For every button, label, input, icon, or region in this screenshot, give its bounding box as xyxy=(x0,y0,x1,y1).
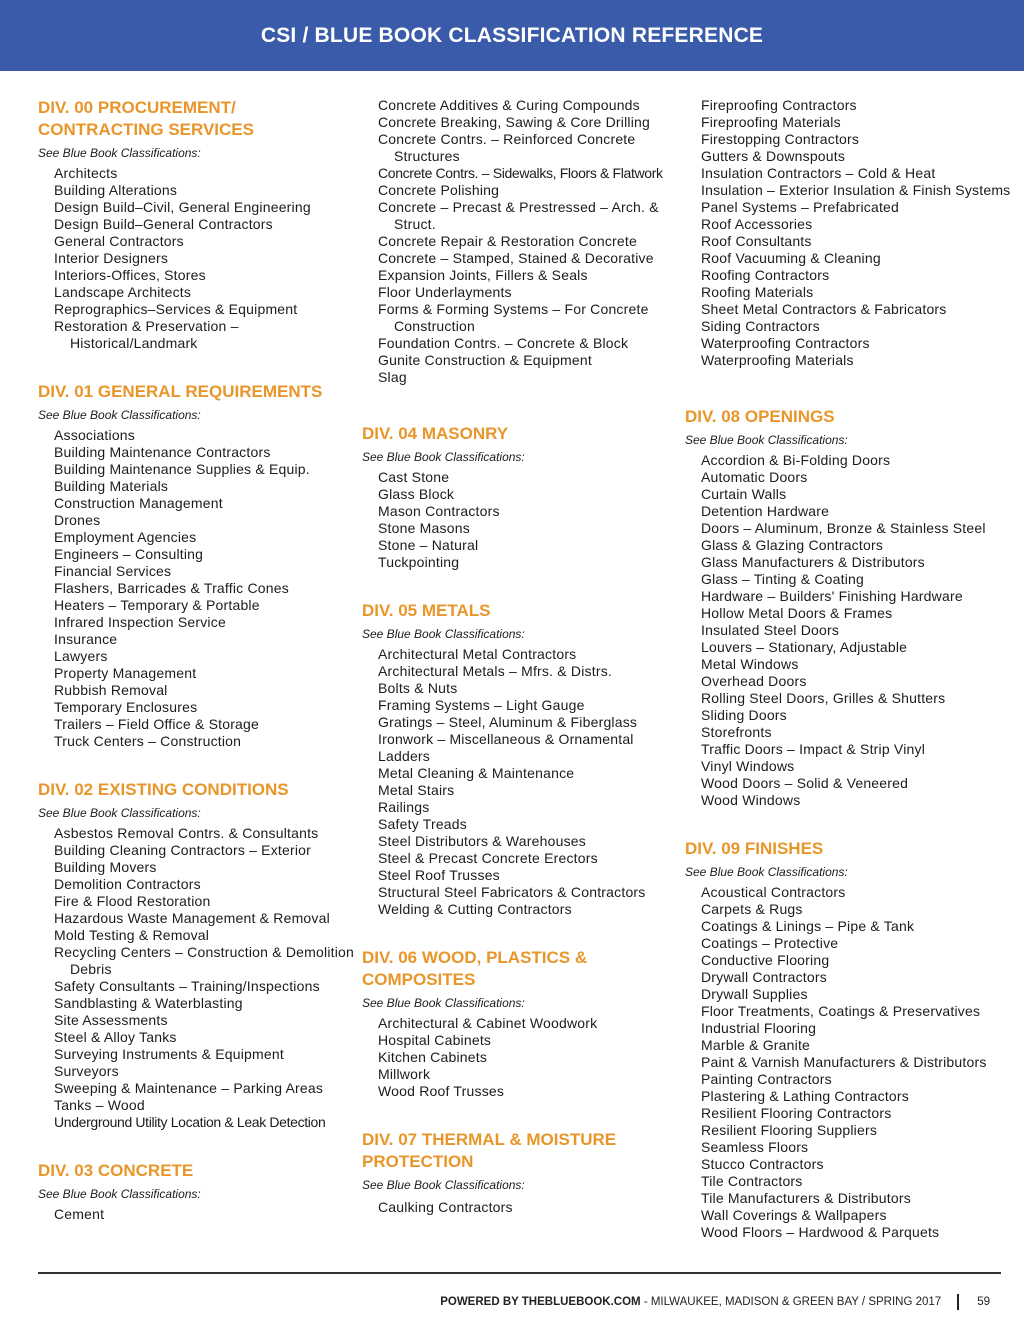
division-07 xyxy=(362,1129,662,1216)
classification-item: Lawyers xyxy=(54,648,108,664)
classification-item: Waterproofing Contractors xyxy=(701,335,870,351)
classification-item: Temporary Enclosures xyxy=(54,699,198,715)
classification-item: Heaters – Temporary & Portable xyxy=(54,597,260,613)
classification-item: Concrete Additives & Curing Compounds xyxy=(378,97,640,113)
classification-item: Roofing Contractors xyxy=(701,267,830,283)
division-title-line: DIV. 00 PROCUREMENT/ xyxy=(38,98,236,117)
classification-list xyxy=(38,427,338,750)
classification-item: Asbestos Removal Contrs. & Consultants xyxy=(54,825,319,841)
classification-item: Employment Agencies xyxy=(54,529,197,545)
classification-list xyxy=(685,97,1011,369)
classification-item: Detention Hardware xyxy=(701,503,830,519)
footer-edition: - MILWAUKEE, MADISON & GREEN BAY / SPRING 2017 xyxy=(640,1296,942,1308)
division-title: DIV. 05 METALS xyxy=(362,601,491,620)
classification-item: Fireproofing Materials xyxy=(701,114,841,130)
classification-item: Stone Masons xyxy=(378,520,470,536)
division-title-line: CONTRACTING SERVICES xyxy=(38,120,254,139)
classification-item: Gunite Construction & Equipment xyxy=(378,352,592,368)
division-title: DIV. 04 MASONRY xyxy=(362,424,509,443)
division-title: DIV. 02 EXISTING CONDITIONS xyxy=(38,780,289,799)
classification-item: Rubbish Removal xyxy=(54,682,168,698)
column-3 xyxy=(685,97,1011,1270)
classification-item: Glass & Glazing Contractors xyxy=(701,537,884,553)
classification-item: Expansion Joints, Fillers & Seals xyxy=(378,267,588,283)
classification-item: Tile Contractors xyxy=(701,1173,803,1189)
division-title: DIV. 08 OPENINGS xyxy=(685,407,835,426)
classification-item: Architects xyxy=(54,165,118,181)
classification-item: Sweeping & Maintenance – Parking Areas xyxy=(54,1080,324,1096)
classification-item: Hollow Metal Doors & Frames xyxy=(701,605,893,621)
classification-item: Carpets & Rugs xyxy=(701,901,803,917)
classification-item: Doors – Aluminum, Bronze & Stainless Steel xyxy=(701,520,986,536)
classification-item: Resilient Flooring Contractors xyxy=(701,1105,892,1121)
classification-item: Caulking Contractors xyxy=(378,1199,513,1215)
classification-item: Ironwork – Miscellaneous & Ornamental xyxy=(378,731,634,747)
classification-item: Concrete Breaking, Sawing & Core Drilling xyxy=(378,114,650,130)
division-00 xyxy=(38,97,338,352)
footer-separator xyxy=(957,1294,959,1310)
classification-item: Floor Treatments, Coatings & Preservatives xyxy=(701,1003,981,1019)
classification-item: Coatings & Linings – Pipe & Tank xyxy=(701,918,915,934)
division-08 xyxy=(685,406,1005,809)
classification-item: Acoustical Contractors xyxy=(701,884,846,900)
classification-item: Ladders xyxy=(378,748,430,764)
classification-item: Hazardous Waste Management & Removal xyxy=(54,910,330,926)
classification-item: Building Materials xyxy=(54,478,169,494)
classification-item: Concrete Polishing xyxy=(378,182,500,198)
classification-list xyxy=(38,1206,338,1223)
classification-item: Storefronts xyxy=(701,724,772,740)
division-title-line: PROTECTION xyxy=(362,1152,474,1171)
classification-item: Firestopping Contractors xyxy=(701,131,860,147)
classification-item: Resilient Flooring Suppliers xyxy=(701,1122,878,1138)
classification-item: Waterproofing Materials xyxy=(701,352,854,368)
classification-item: Slag xyxy=(378,369,407,385)
classification-item: Seamless Floors xyxy=(701,1139,809,1155)
see-classifications-label: See Blue Book Classifications: xyxy=(362,450,525,464)
classification-item: Wood Floors – Hardwood & Parquets xyxy=(701,1224,940,1240)
classification-item: Glass Block xyxy=(378,486,455,502)
classification-item: Curtain Walls xyxy=(701,486,787,502)
classification-item: Mason Contractors xyxy=(378,503,500,519)
classification-item: Louvers – Stationary, Adjustable xyxy=(701,639,908,655)
classification-item: Fire & Flood Restoration xyxy=(54,893,211,909)
classification-item: Metal Stairs xyxy=(378,782,455,798)
classification-item: Safety Consultants – Training/Inspections xyxy=(54,978,320,994)
classification-item: Truck Centers – Construction xyxy=(54,733,242,749)
classification-item: Tuckpointing xyxy=(378,554,460,570)
classification-list xyxy=(38,165,338,352)
division-05 xyxy=(362,600,662,918)
division-title-line: DIV. 06 WOOD, PLASTICS & xyxy=(362,948,588,967)
classification-list xyxy=(685,452,1005,809)
classification-list xyxy=(362,1015,662,1100)
classification-item: Building Maintenance Supplies & Equip. xyxy=(54,461,310,477)
page-footer xyxy=(440,1294,990,1310)
classification-item: Hardware – Builders' Finishing Hardware xyxy=(701,588,963,604)
classification-item: Industrial Flooring xyxy=(701,1020,817,1036)
classification-item: Insulation Contractors – Cold & Heat xyxy=(701,165,936,181)
division-title: DIV. 09 FINISHES xyxy=(685,839,824,858)
classification-item: Architectural & Cabinet Woodwork xyxy=(378,1015,598,1031)
classification-item: Property Management xyxy=(54,665,197,681)
classification-item: Interior Designers xyxy=(54,250,169,266)
see-classifications-label: See Blue Book Classifications: xyxy=(362,996,525,1010)
classification-item: Floor Underlayments xyxy=(378,284,512,300)
classification-item: Engineers – Consulting xyxy=(54,546,204,562)
classification-item: Marble & Granite xyxy=(701,1037,811,1053)
classification-item: Steel & Alloy Tanks xyxy=(54,1029,177,1045)
classification-item: Concrete Contrs. – Reinforced Concrete Structures xyxy=(378,131,636,164)
classification-item: Kitchen Cabinets xyxy=(378,1049,488,1065)
division-title xyxy=(362,1129,662,1173)
classification-item: Associations xyxy=(54,427,135,443)
classification-item: Drones xyxy=(54,512,101,528)
classification-item: Railings xyxy=(378,799,430,815)
classification-item: Gratings – Steel, Aluminum & Fiberglass xyxy=(378,714,638,730)
classification-item: Forms & Forming Systems – For Concrete Construction xyxy=(378,301,649,334)
classification-item: General Contractors xyxy=(54,233,184,249)
footer-credit xyxy=(440,1296,941,1308)
see-classifications-label: See Blue Book Classifications: xyxy=(685,433,848,447)
classification-item: Infrared Inspection Service xyxy=(54,614,226,630)
classification-item: Wood Roof Trusses xyxy=(378,1083,505,1099)
classification-item: Wall Coverings & Wallpapers xyxy=(701,1207,887,1223)
classification-list xyxy=(362,646,662,918)
classification-item: Site Assessments xyxy=(54,1012,168,1028)
classification-item: Interiors-Offices, Stores xyxy=(54,267,206,283)
classification-item: Roof Accessories xyxy=(701,216,813,232)
classification-item: Design Build–Civil, General Engineering xyxy=(54,199,311,215)
classification-item: Coatings – Protective xyxy=(701,935,839,951)
classification-item: Foundation Contrs. – Concrete & Block xyxy=(378,335,629,351)
classification-item: Framing Systems – Light Gauge xyxy=(378,697,585,713)
classification-item: Building Cleaning Contractors – Exterior xyxy=(54,842,312,858)
see-classifications-label: See Blue Book Classifications: xyxy=(362,1178,525,1192)
division-06 xyxy=(362,947,662,1100)
classification-item: Conductive Flooring xyxy=(701,952,830,968)
classification-item: Stucco Contractors xyxy=(701,1156,824,1172)
classification-item: Financial Services xyxy=(54,563,172,579)
classification-item: Painting Contractors xyxy=(701,1071,832,1087)
see-classifications-label: See Blue Book Classifications: xyxy=(362,627,525,641)
classification-item: Cement xyxy=(54,1206,105,1222)
classification-item: Metal Cleaning & Maintenance xyxy=(378,765,575,781)
division-04 xyxy=(362,423,662,571)
classification-item: Metal Windows xyxy=(701,656,799,672)
classification-item: Mold Testing & Removal xyxy=(54,927,210,943)
classification-item: Siding Contractors xyxy=(701,318,820,334)
division-03 xyxy=(38,1160,338,1223)
classification-item: Tanks – Wood xyxy=(54,1097,145,1113)
division-title xyxy=(38,97,338,141)
classification-item: Concrete – Stamped, Stained & Decorative xyxy=(378,250,654,266)
division-title-line: COMPOSITES xyxy=(362,970,476,989)
classification-item: Welding & Cutting Contractors xyxy=(378,901,572,917)
classification-item: Construction Management xyxy=(54,495,223,511)
classification-item: Overhead Doors xyxy=(701,673,807,689)
header-banner xyxy=(0,0,1024,71)
classification-item: Building Movers xyxy=(54,859,157,875)
classification-item: Wood Doors – Solid & Veneered xyxy=(701,775,909,791)
division-title: DIV. 01 GENERAL REQUIREMENTS xyxy=(38,382,323,401)
classification-item: Drywall Supplies xyxy=(701,986,808,1002)
classification-item: Paint & Varnish Manufacturers & Distributors xyxy=(701,1054,987,1070)
see-classifications-label: See Blue Book Classifications: xyxy=(685,865,848,879)
classification-item: Gutters & Downspouts xyxy=(701,148,846,164)
classification-item: Panel Systems – Prefabricated xyxy=(701,199,900,215)
classification-item: Insurance xyxy=(54,631,118,647)
classification-item: Flashers, Barricades & Traffic Cones xyxy=(54,580,289,596)
classification-item: Trailers – Field Office & Storage xyxy=(54,716,260,732)
classification-item: Accordion & Bi-Folding Doors xyxy=(701,452,891,468)
classification-item: Steel & Precast Concrete Erectors xyxy=(378,850,598,866)
column-1 xyxy=(38,97,355,1252)
classification-item: Surveying Instruments & Equipment xyxy=(54,1046,284,1062)
classification-list xyxy=(362,97,662,386)
classification-item: Building Alterations xyxy=(54,182,178,198)
division-03-continued xyxy=(362,97,662,386)
classification-item: Reprographics–Services & Equipment xyxy=(54,301,298,317)
classification-item: Demolition Contractors xyxy=(54,876,201,892)
classification-list xyxy=(362,469,662,571)
division-09 xyxy=(685,838,1005,1241)
footer-powered-by: POWERED BY THEBLUEBOOK.COM xyxy=(440,1296,641,1308)
classification-item: Roof Vacuuming & Cleaning xyxy=(701,250,881,266)
classification-item: Vinyl Windows xyxy=(701,758,795,774)
division-title xyxy=(362,947,662,991)
division-title: DIV. 03 CONCRETE xyxy=(38,1161,194,1180)
classification-item: Hospital Cabinets xyxy=(378,1032,492,1048)
see-classifications-label: See Blue Book Classifications: xyxy=(38,146,201,160)
page-number: 59 xyxy=(977,1296,990,1308)
column-2 xyxy=(362,97,662,1245)
classification-item: Sheet Metal Contractors & Fabricators xyxy=(701,301,947,317)
classification-item: Restoration & Preservation – Historical/Landmark xyxy=(54,318,239,351)
classification-item: Safety Treads xyxy=(378,816,467,832)
classification-item: Bolts & Nuts xyxy=(378,680,458,696)
classification-item: Design Build–General Contractors xyxy=(54,216,273,232)
division-01 xyxy=(38,381,338,750)
division-07-continued xyxy=(685,97,1011,369)
see-classifications-label: See Blue Book Classifications: xyxy=(38,408,201,422)
classification-item: Roofing Materials xyxy=(701,284,814,300)
see-classifications-label: See Blue Book Classifications: xyxy=(38,1187,201,1201)
classification-item: Cast Stone xyxy=(378,469,450,485)
division-title-line: DIV. 07 THERMAL & MOISTURE xyxy=(362,1130,617,1149)
classification-item: Steel Distributors & Warehouses xyxy=(378,833,586,849)
classification-item: Concrete Repair & Restoration Concrete xyxy=(378,233,637,249)
classification-item: Glass – Tinting & Coating xyxy=(701,571,864,587)
division-02 xyxy=(38,779,355,1131)
classification-item: Drywall Contractors xyxy=(701,969,827,985)
classification-item: Sandblasting & Waterblasting xyxy=(54,995,243,1011)
classification-item: Insulation – Exterior Insulation & Finish Systems xyxy=(701,182,1011,198)
classification-item: Landscape Architects xyxy=(54,284,192,300)
classification-item: Plastering & Lathing Contractors xyxy=(701,1088,909,1104)
classification-item: Concrete Contrs. – Sidewalks, Floors & Flatwork xyxy=(378,165,663,181)
classification-item: Automatic Doors xyxy=(701,469,808,485)
classification-item: Traffic Doors – Impact & Strip Vinyl xyxy=(701,741,926,757)
classification-item: Architectural Metal Contractors xyxy=(378,646,577,662)
classification-item: Wood Windows xyxy=(701,792,801,808)
classification-item: Roof Consultants xyxy=(701,233,812,249)
page-title: CSI / BLUE BOOK CLASSIFICATION REFERENCE xyxy=(260,23,764,47)
classification-item: Insulated Steel Doors xyxy=(701,622,840,638)
classification-item: Underground Utility Location & Leak Detection xyxy=(54,1114,326,1130)
classification-item: Tile Manufacturers & Distributors xyxy=(701,1190,911,1206)
classification-item: Building Maintenance Contractors xyxy=(54,444,271,460)
classification-list xyxy=(362,1199,662,1216)
see-classifications-label: See Blue Book Classifications: xyxy=(38,806,201,820)
classification-list xyxy=(38,825,355,1131)
classification-item: Steel Roof Trusses xyxy=(378,867,500,883)
classification-item: Recycling Centers – Construction & Demolition Debris xyxy=(54,944,355,977)
classification-item: Rolling Steel Doors, Grilles & Shutters xyxy=(701,690,946,706)
classification-item: Architectural Metals – Mfrs. & Distrs. xyxy=(378,663,612,679)
classification-item: Concrete – Precast & Prestressed – Arch. & Struct. xyxy=(378,199,659,232)
classification-item: Fireproofing Contractors xyxy=(701,97,857,113)
classification-item: Surveyors xyxy=(54,1063,119,1079)
classification-item: Stone – Natural xyxy=(378,537,479,553)
classification-item: Glass Manufacturers & Distributors xyxy=(701,554,925,570)
classification-item: Sliding Doors xyxy=(701,707,787,723)
classification-item: Structural Steel Fabricators & Contractors xyxy=(378,884,646,900)
footer-divider xyxy=(38,1272,1001,1274)
classification-list xyxy=(685,884,1005,1241)
classification-item: Millwork xyxy=(378,1066,431,1082)
